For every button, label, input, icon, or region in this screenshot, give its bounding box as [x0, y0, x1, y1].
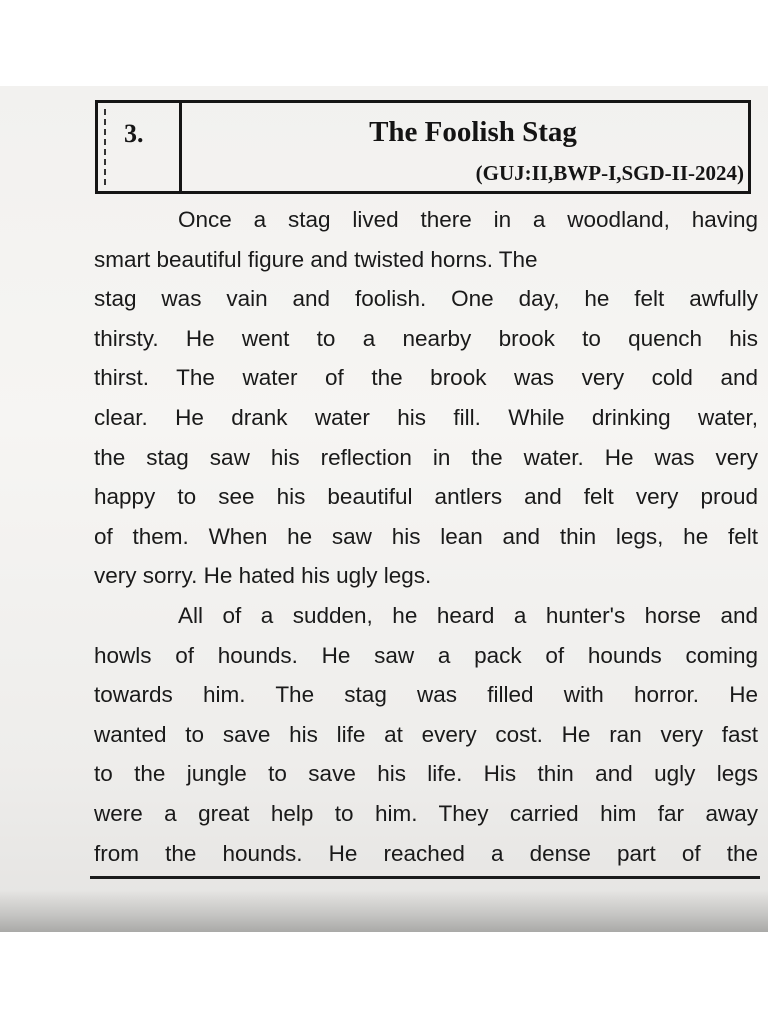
story-line: of them. When he saw his lean and thin legs, he felt — [94, 523, 758, 549]
story-line: wanted to save his life at every cost. He ran very fast — [94, 721, 758, 747]
page-edge-shadow — [0, 890, 768, 932]
story-title: The Foolish Stag — [369, 116, 577, 148]
question-header-box — [95, 100, 751, 194]
story-line: to the jungle to save his life. His thin and ugly legs — [94, 761, 758, 787]
story-line: the stag saw his reflection in the water. He was very — [94, 444, 758, 470]
story-line: All of a sudden, he heard a hunter's horse and — [178, 602, 758, 628]
story-line: Once a stag lived there in a woodland, having — [178, 207, 758, 232]
story-line: towards him. The stag was filled with horror. He — [94, 682, 758, 708]
story-line: clear. He drank water his fill. While drinking water, — [94, 404, 758, 430]
story-line: stag was vain and foolish. One day, he felt awfully — [94, 286, 758, 312]
story-line: thirst. The water of the brook was very cold and — [94, 365, 758, 391]
story-line: were a great help to him. They carried him far away — [94, 800, 758, 826]
story-line: very sorry. He hated his ugly legs. — [94, 563, 432, 589]
story-line: from the hounds. He reached a dense part of the — [94, 840, 758, 866]
story-line: smart beautiful figure and twisted horns. The — [94, 246, 538, 272]
number-cell-rule — [104, 109, 106, 185]
question-number-cell — [98, 103, 182, 191]
story-body — [94, 200, 758, 873]
exam-source-reference: (GUJ:II,BWP-I,SGD-II-2024) — [475, 161, 744, 185]
page-bottom-rule — [90, 876, 760, 879]
story-line: thirsty. He went to a nearby brook to quench his — [94, 325, 758, 351]
question-number: 3. — [124, 119, 144, 148]
story-line: howls of hounds. He saw a pack of hounds coming — [94, 642, 758, 668]
story-line: happy to see his beautiful antlers and felt very proud — [94, 484, 758, 510]
